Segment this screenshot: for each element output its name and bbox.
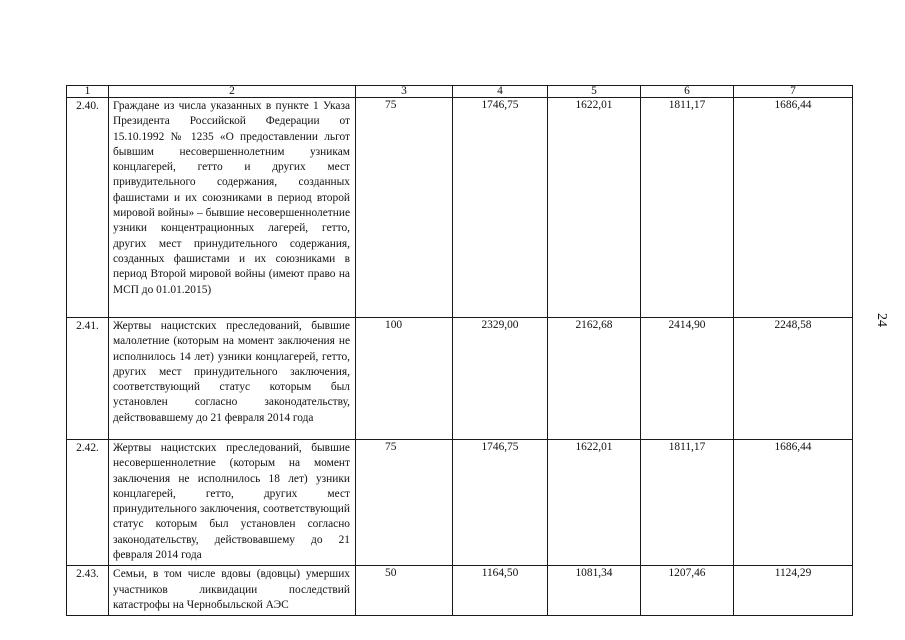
column-header: 1 (67, 86, 109, 98)
row-value-4: 2329,00 (453, 318, 548, 440)
row-value-4: 1164,50 (453, 566, 548, 616)
row-value-7: 2248,58 (734, 318, 853, 440)
row-count: 75 (356, 98, 453, 318)
table-row (67, 318, 853, 440)
column-header: 3 (356, 86, 453, 98)
column-header: 5 (548, 86, 641, 98)
row-number: 2.40. (67, 98, 109, 318)
column-header: 6 (641, 86, 734, 98)
column-header: 2 (109, 86, 356, 98)
row-number: 2.41. (67, 318, 109, 440)
row-number: 2.42. (67, 440, 109, 566)
row-count: 75 (356, 440, 453, 566)
row-value-5: 1622,01 (548, 440, 641, 566)
row-value-6: 1811,17 (641, 440, 734, 566)
row-value-6: 1207,46 (641, 566, 734, 616)
row-value-4: 1746,75 (453, 98, 548, 318)
row-value-6: 1811,17 (641, 98, 734, 318)
header-row (67, 86, 853, 98)
row-value-5: 2162,68 (548, 318, 641, 440)
row-value-7: 1686,44 (734, 440, 853, 566)
row-value-7: 1124,29 (734, 566, 853, 616)
column-header: 4 (453, 86, 548, 98)
table-row (67, 98, 853, 318)
row-value-5: 1081,34 (548, 566, 641, 616)
page-number: 24 (874, 313, 889, 327)
table-row (67, 566, 853, 616)
row-description: Жертвы нацистских преследований, бывшие малолетние (которым на момент заключения не исполнилось 14 лет) узники концлагерей, гетто, других мест принудительного заключения, соответствующий статус которым был установлен согласно законодательству, действовавшему до 21 февраля 2014 года (109, 318, 356, 440)
benefits-table (66, 85, 853, 616)
column-header: 7 (734, 86, 853, 98)
row-description: Граждане из числа указанных в пункте 1 Указа Президента Российской Федерации от 15.10.1992 № 1235 «О предоставлении льгот бывшим несовершеннолетним узникам концлагерей, гетто и других мест привудительного содержания, созданных фашистами и их союзниками в период второй мировой войны» – бывшие несовершеннолетние узники концентрационных лагерей, гетто, других мест принудительного содержания, созданных фашистами и их союзниками в период Второй мировой войны (имеют право на МСП до 01.01.2015) (109, 98, 356, 318)
row-value-7: 1686,44 (734, 98, 853, 318)
row-number: 2.43. (67, 566, 109, 616)
row-description: Жертвы нацистских преследований, бывшие несовершеннолетние (которым на момент заключения не исполнилось 18 лет) узники концлагерей, гетто, других мест принудительного заключения, соответствующий статус которым был установлен согласно законодательству, действовавшему до 21 февраля 2014 года (109, 440, 356, 566)
row-value-5: 1622,01 (548, 98, 641, 318)
table-row (67, 440, 853, 566)
row-count: 100 (356, 318, 453, 440)
row-value-6: 2414,90 (641, 318, 734, 440)
row-value-4: 1746,75 (453, 440, 548, 566)
row-description: Семьи, в том числе вдовы (вдовцы) умерших участников ликвидации последствий катастрофы на Чернобыльской АЭС (109, 566, 356, 616)
row-count: 50 (356, 566, 453, 616)
